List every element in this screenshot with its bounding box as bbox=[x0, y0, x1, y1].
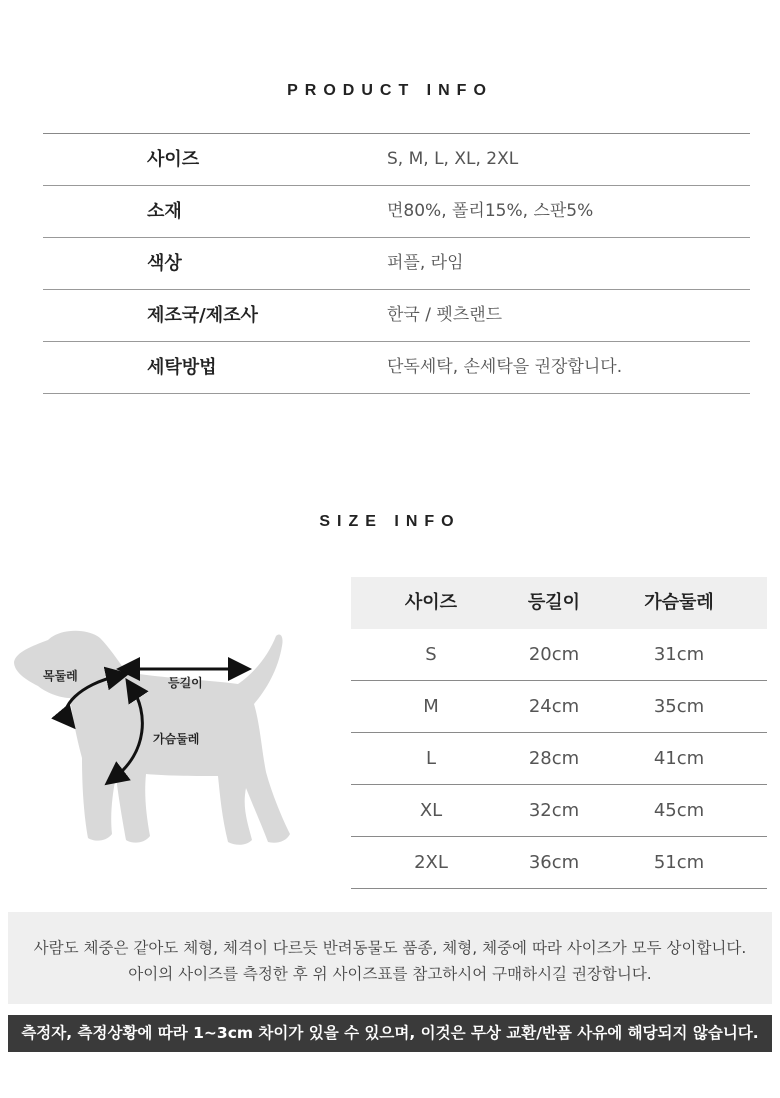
notice-line: 아이의 사이즈를 측정한 후 위 사이즈표를 참고하시어 구매하시길 권장합니다. bbox=[128, 965, 652, 983]
product-row-label: 소재 bbox=[147, 201, 182, 222]
size-info-title: SIZE INFO bbox=[319, 513, 461, 530]
product-row-label: 제조국/제조사 bbox=[147, 305, 258, 326]
cell-chest: 51cm bbox=[653, 852, 705, 873]
product-row-washing bbox=[43, 342, 750, 394]
cell-chest: 35cm bbox=[653, 696, 705, 717]
product-row-label: 색상 bbox=[147, 253, 182, 274]
cell-back-length: 36cm bbox=[528, 852, 580, 873]
cell-size: S bbox=[425, 644, 437, 665]
measurement-warning: 측정자, 측정상황에 따라 1~3cm 차이가 있을 수 있으며, 이것은 무상 교환/반품 사유에 해당되지 않습니다. bbox=[8, 1015, 772, 1052]
product-info-title: PRODUCT INFO bbox=[287, 82, 493, 99]
table-row bbox=[351, 785, 767, 837]
cell-chest: 41cm bbox=[653, 748, 705, 769]
product-row-value: S, M, L, XL, 2XL bbox=[387, 149, 519, 169]
size-table-header bbox=[351, 577, 767, 629]
header-back-length: 등길이 bbox=[527, 592, 581, 613]
chest-label: 가슴둘레 bbox=[153, 732, 200, 746]
product-row-color bbox=[43, 238, 750, 290]
cell-chest: 31cm bbox=[653, 644, 705, 665]
neck-label: 목둘레 bbox=[43, 669, 78, 683]
cell-back-length: 24cm bbox=[528, 696, 580, 717]
product-info-table bbox=[43, 133, 750, 394]
product-row-label: 사이즈 bbox=[147, 149, 200, 170]
cell-back-length: 20cm bbox=[528, 644, 580, 665]
product-row-value: 단독세탁, 손세탁을 권장합니다. bbox=[387, 357, 623, 377]
cell-size: XL bbox=[419, 800, 443, 821]
cell-size: M bbox=[423, 696, 439, 717]
product-row-value: 면80%, 폴리15%, 스판5% bbox=[387, 201, 594, 221]
header-chest: 가슴둘레 bbox=[644, 592, 714, 613]
table-row bbox=[351, 681, 767, 733]
dog-size-diagram bbox=[8, 612, 308, 862]
cell-size: 2XL bbox=[414, 852, 448, 873]
cell-back-length: 32cm bbox=[528, 800, 580, 821]
header-size: 사이즈 bbox=[404, 592, 458, 613]
table-row bbox=[351, 629, 767, 681]
cell-chest: 45cm bbox=[653, 800, 705, 821]
sizing-notice bbox=[8, 912, 772, 1004]
product-row-maker bbox=[43, 290, 750, 342]
product-row-value: 퍼플, 라임 bbox=[387, 253, 464, 273]
cell-back-length: 28cm bbox=[528, 748, 580, 769]
product-row-material bbox=[43, 186, 750, 238]
cell-size: L bbox=[425, 748, 437, 769]
size-table bbox=[351, 577, 767, 889]
product-row-value: 한국 / 펫츠랜드 bbox=[387, 305, 503, 325]
product-row-size bbox=[43, 134, 750, 186]
notice-line: 사람도 체중은 같아도 체형, 체격이 다르듯 반려동물도 품종, 체형, 체중에 따라 사이즈가 모두 상이합니다. bbox=[33, 939, 747, 957]
product-row-label: 세탁방법 bbox=[147, 357, 217, 378]
table-row bbox=[351, 837, 767, 889]
table-row bbox=[351, 733, 767, 785]
back-length-label: 등길이 bbox=[168, 676, 203, 690]
